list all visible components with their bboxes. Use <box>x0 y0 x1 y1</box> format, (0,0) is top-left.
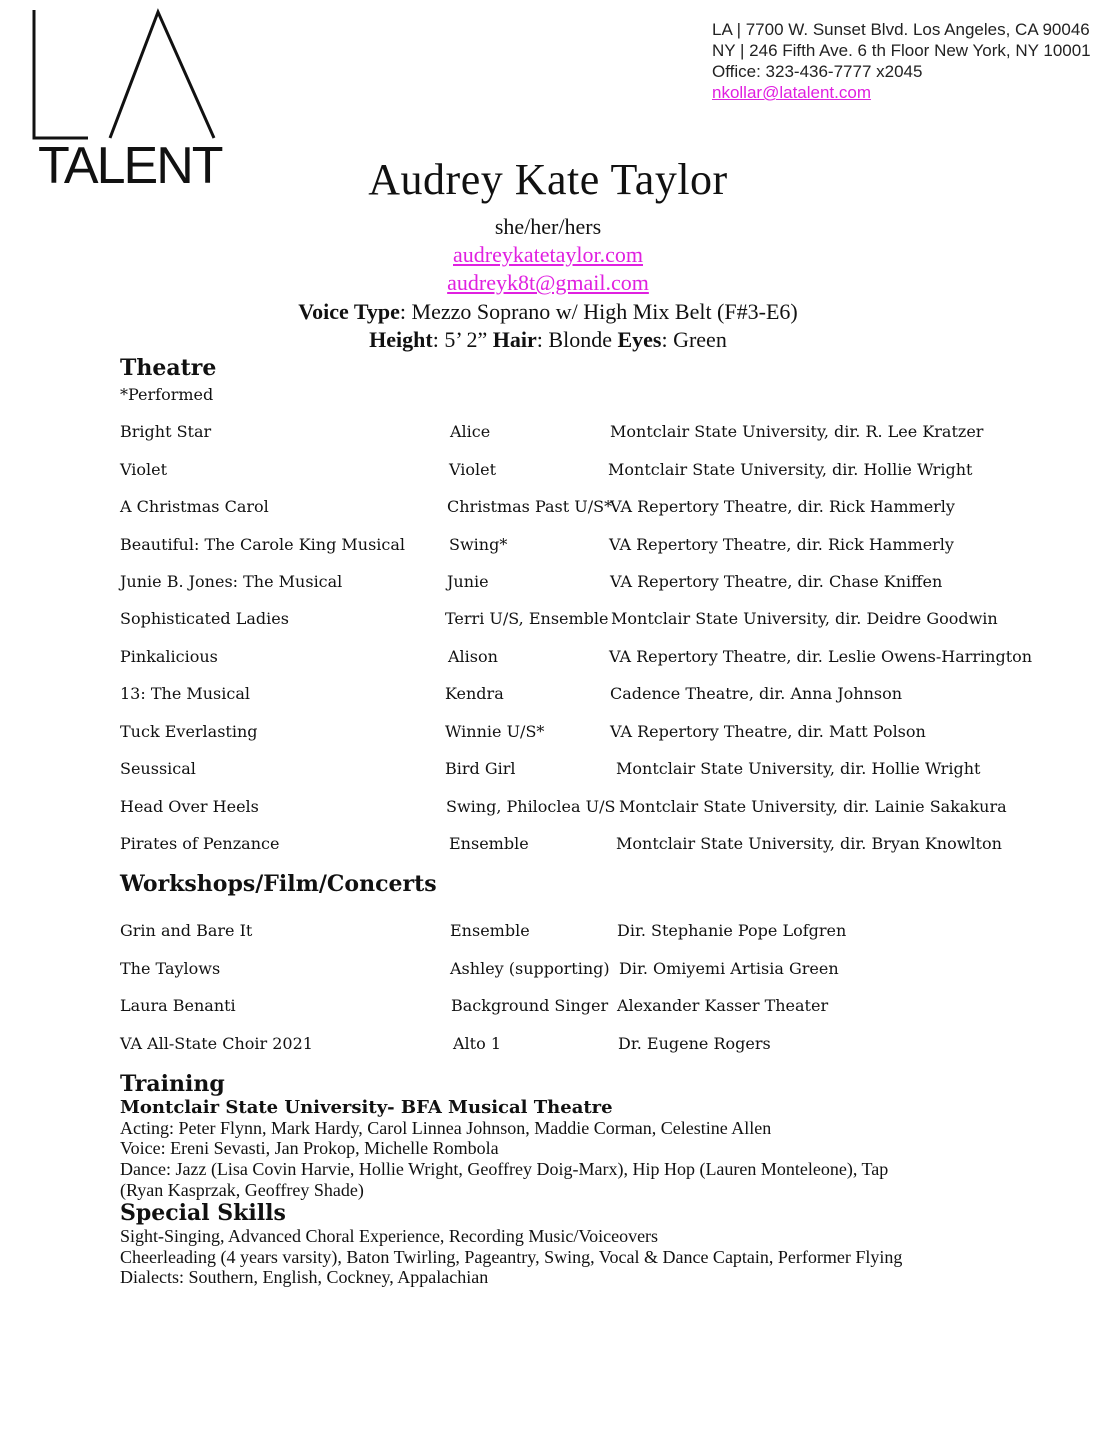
training-line: Dance: Jazz (Lisa Covin Harvie, Hollie Wright, Geoffrey Doig-Marx), Hip Hop (Lauren Monteleone), Tap <box>120 1159 889 1179</box>
hair-value: : Blonde <box>536 327 618 352</box>
table-row <box>0 497 1108 519</box>
company: VA Repertory Theatre, dir. Rick Hammerly <box>609 535 954 554</box>
show-title: Pirates of Penzance <box>120 834 280 853</box>
role: Winnie U/S* <box>445 722 545 741</box>
logo-word: TALENT <box>38 137 222 195</box>
table-row <box>0 759 1108 781</box>
show-title: Bright Star <box>120 422 212 441</box>
pronouns: she/her/hers <box>494 214 602 239</box>
physical-stats-line <box>0 327 1096 353</box>
training-line: Voice: Ereni Sevasti, Jan Prokop, Michelle Rombola <box>120 1138 499 1158</box>
role: Ensemble <box>450 921 530 940</box>
company: VA Repertory Theatre, dir. Leslie Owens-Harrington <box>609 647 1033 666</box>
voice-type-value: : Mezzo Soprano w/ High Mix Belt (F#3-E6) <box>399 299 798 324</box>
show-title: Pinkalicious <box>120 647 218 666</box>
company: Montclair State University, dir. Bryan Knowlton <box>616 834 1002 853</box>
skills-heading: Special Skills <box>120 1200 286 1226</box>
company: Dir. Omiyemi Artisia Green <box>619 959 839 978</box>
company: Dr. Eugene Rogers <box>618 1034 771 1053</box>
company: VA Repertory Theatre, dir. Rick Hammerly <box>610 497 955 516</box>
show-title: Beautiful: The Carole King Musical <box>120 535 406 554</box>
table-row <box>0 921 1108 943</box>
role: Background Singer <box>451 996 609 1015</box>
show-title: Sophisticated Ladies <box>120 609 289 628</box>
show-title: Violet <box>120 460 168 479</box>
company: VA Repertory Theatre, dir. Chase Kniffen <box>610 572 943 591</box>
agency-ny-address: NY | 246 Fifth Ave. 6 th Floor New York, NY 10001 <box>712 41 1091 60</box>
role: Alto 1 <box>453 1034 501 1053</box>
table-row <box>0 647 1108 669</box>
table-row <box>0 609 1108 631</box>
table-row <box>0 535 1108 557</box>
table-row <box>0 996 1108 1018</box>
table-row <box>0 572 1108 594</box>
eyes-value: : Green <box>661 327 727 352</box>
training-heading: Training <box>120 1071 225 1097</box>
website-link[interactable]: audreykatetaylor.com <box>453 242 643 267</box>
email-link[interactable]: audreyk8t@gmail.com <box>447 270 649 295</box>
role: Alison <box>448 647 498 666</box>
role: Alice <box>450 422 491 441</box>
role: Swing* <box>449 535 508 554</box>
show-title: Junie B. Jones: The Musical <box>120 572 343 591</box>
role: Christmas Past U/S* <box>447 497 613 516</box>
company: Montclair State University, dir. Deidre Goodwin <box>611 609 998 628</box>
eyes-label: Eyes <box>617 327 662 352</box>
page-title: Audrey Kate Taylor <box>368 155 728 204</box>
company: Montclair State University, dir. Hollie Wright <box>616 759 981 778</box>
show-title: Tuck Everlasting <box>120 722 258 741</box>
show-title: Seussical <box>120 759 196 778</box>
skills-line: Cheerleading (4 years varsity), Baton Twirling, Pageantry, Swing, Vocal & Dance Captain, Performer Flying <box>120 1247 903 1267</box>
company: Montclair State University, dir. R. Lee Kratzer <box>610 422 984 441</box>
table-row <box>0 684 1108 706</box>
theatre-heading: Theatre <box>120 355 217 381</box>
table-row <box>0 1034 1108 1056</box>
agency-email-link[interactable]: nkollar@latalent.com <box>712 83 871 102</box>
agency-la-address: LA | 7700 W. Sunset Blvd. Los Angeles, CA 90046 <box>712 20 1090 39</box>
table-row <box>0 834 1108 856</box>
workshops-heading: Workshops/Film/Concerts <box>120 871 437 897</box>
role: Kendra <box>445 684 504 703</box>
training-school: Montclair State University- BFA Musical Theatre <box>120 1097 613 1118</box>
company: VA Repertory Theatre, dir. Matt Polson <box>610 722 926 741</box>
skills-line: Dialects: Southern, English, Cockney, Appalachian <box>120 1267 489 1287</box>
table-row <box>0 797 1108 819</box>
hair-label: Hair <box>492 327 537 352</box>
company: Cadence Theatre, dir. Anna Johnson <box>610 684 903 703</box>
role: Swing, Philoclea U/S <box>446 797 616 816</box>
company: Montclair State University, dir. Lainie Sakakura <box>619 797 1007 816</box>
company: Montclair State University, dir. Hollie Wright <box>608 460 973 479</box>
agency-office-phone: Office: 323-436-7777 x2045 <box>712 62 923 81</box>
show-title: Laura Benanti <box>120 996 236 1015</box>
table-row <box>0 722 1108 744</box>
show-title: 13: The Musical <box>120 684 250 703</box>
voice-type-label: Voice Type <box>298 299 400 324</box>
show-title: VA All-State Choir 2021 <box>120 1034 313 1053</box>
performed-note: *Performed <box>120 385 214 404</box>
training-line: (Ryan Kasprzak, Geoffrey Shade) <box>120 1180 364 1200</box>
table-row <box>0 959 1108 981</box>
show-title: A Christmas Carol <box>120 497 269 516</box>
training-line: Acting: Peter Flynn, Mark Hardy, Carol Linnea Johnson, Maddie Corman, Celestine Allen <box>120 1118 772 1138</box>
role: Ashley (supporting) <box>450 959 610 978</box>
role: Terri U/S, Ensemble <box>445 609 609 628</box>
voice-type-line <box>0 299 1096 325</box>
table-row <box>0 422 1108 444</box>
skills-line: Sight-Singing, Advanced Choral Experience, Recording Music/Voiceovers <box>120 1226 659 1246</box>
company: Dir. Stephanie Pope Lofgren <box>617 921 847 940</box>
height-value: : 5’ 2” <box>432 327 493 352</box>
role: Violet <box>449 460 497 479</box>
table-row <box>0 460 1108 482</box>
show-title: The Taylows <box>120 959 221 978</box>
role: Junie <box>447 572 489 591</box>
height-label: Height <box>369 327 433 352</box>
role: Ensemble <box>449 834 529 853</box>
company: Alexander Kasser Theater <box>617 996 829 1015</box>
show-title: Grin and Bare It <box>120 921 253 940</box>
show-title: Head Over Heels <box>120 797 259 816</box>
role: Bird Girl <box>445 759 516 778</box>
